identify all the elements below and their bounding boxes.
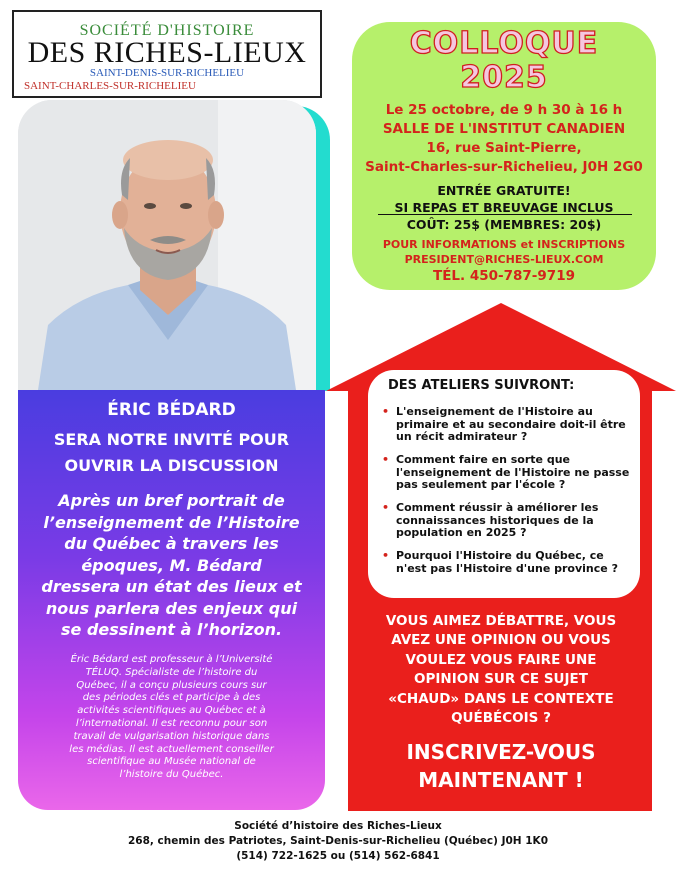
event-street: 16, rue Saint-Pierre, [426,140,582,156]
ateliers-box [368,370,640,598]
question-line: VOUS AIMEZ DÉBATTRE, VOUS [385,613,617,629]
bio-line: travail de vulgarisation historique dans [73,730,270,742]
bio-line: TÉLUQ. Spécialiste de l’histoire du [85,666,258,678]
logo-line-4: SAINT-CHARLES-SUR-RICHELIEU [24,80,196,92]
bio-line: l’international. Il est reconnu pour son [75,718,268,729]
question-line: QUÉBÉCOIS ? [451,710,551,727]
colloque-info-box [352,22,656,290]
colloque-year: 2025 [460,60,548,95]
register-cta [348,738,654,794]
logo-line-2: DES RICHES-LIEUX [27,36,307,69]
bio-line: activités scientifiques au Québec et à [77,705,266,717]
event-date: Le 25 octobre, de 9 h 30 à 16 h [385,102,623,118]
bullet-icon: • [382,501,390,514]
logo-line-3: SAINT-DENIS-SUR-RICHELIEU [89,67,245,79]
guest-role-line-1: SERA NOTRE INVITÉ POUR [53,430,290,449]
cta-line: INSCRIVEZ-VOUS [406,740,596,764]
ateliers-title: DES ATELIERS SUIVRONT: [388,378,575,393]
atelier-item: • Pourquoi l'Histoire du Québec, ce n'est pas l'Histoire d'une province ? [382,549,618,575]
intro-line: l’enseignement de l’Histoire [43,512,300,532]
logo-line-1: SOCIÉTÉ D'HISTOIRE [79,22,255,39]
contact-phone: TÉL. 450-787-9719 [432,268,575,284]
atelier-item: • L'enseignement de l'Histoire au primaire et au secondaire doit-il être un récit admirateur ? [382,405,626,443]
colloque-title: COLLOQUE [409,26,599,61]
intro-line: nous parlera des enjeux qui [45,598,298,618]
intro-line: dressera un état des lieux et [41,577,302,596]
bullet-icon: • [382,549,390,562]
question-line: AVEZ UNE OPINION OU VOUS [391,632,611,649]
guest-portrait [18,100,316,390]
guest-name: ÉRIC BÉDARD [107,400,236,420]
guest-panel [18,390,325,810]
bio-line: scientifique au Musée national de [87,756,256,768]
info-label: POUR INFORMATIONS et INSCRIPTIONS [382,238,626,251]
question-line: VOULEZ VOUS FAIRE UNE [405,651,597,668]
society-logo [12,10,322,98]
bio-line: Québec, il a conçu plusieurs cours sur [76,679,267,691]
footer-address: 268, chemin des Patriotes, Saint-Denis-sur-Richelieu (Québec) J0H 1K0 [127,835,548,847]
bio-line: les médias. Il est actuellement conseiller [69,743,274,755]
question-line: OPINION SUR CE SUJET [414,671,588,688]
intro-line: se dessinent à l’horizon. [60,620,283,639]
bio-line: des périodes clés et participe à des [82,692,261,704]
intro-line: époques, M. Bédard [81,555,262,575]
intro-line: du Québec à travers les [64,534,279,553]
footer-org: Société d’histoire des Riches-Lieux [234,820,442,832]
entry-free: ENTRÉE GRATUITE! [437,183,571,198]
bullet-icon: • [382,453,390,466]
atelier-item: • Comment réussir à améliorer les connaissances historiques de la population en 2025 ? [382,501,599,539]
meal-note: SI REPAS ET BREUVAGE INCLUS [394,200,614,215]
bio-line: Éric Bédard est professeur à l’Université [70,654,273,665]
bio-line: l’histoire du Québec. [119,769,224,781]
guest-role-line-2: OUVRIR LA DISCUSSION [64,456,279,475]
price: COÛT: 25$ (MEMBRES: 20$) [406,217,602,232]
contact-email: PRESIDENT@RICHES-LIEUX.COM [404,253,604,266]
debate-question [348,612,654,728]
portrait-illustration [18,100,316,390]
bullet-icon: • [382,405,390,418]
cta-line: MAINTENANT ! [418,768,584,792]
event-venue: SALLE DE L'INSTITUT CANADIEN [382,121,626,137]
intro-line: Après un bref portrait de [58,491,285,510]
footer-phones: (514) 722-1625 ou (514) 562-6841 [236,850,440,862]
atelier-item: • Comment faire en sorte que l'enseignement de l'Histoire ne passe pas seulement par l'école ? [382,453,630,491]
event-city: Saint-Charles-sur-Richelieu, J0H 2G0 [365,159,643,175]
question-line: «CHAUD» DANS LE CONTEXTE [388,690,614,707]
